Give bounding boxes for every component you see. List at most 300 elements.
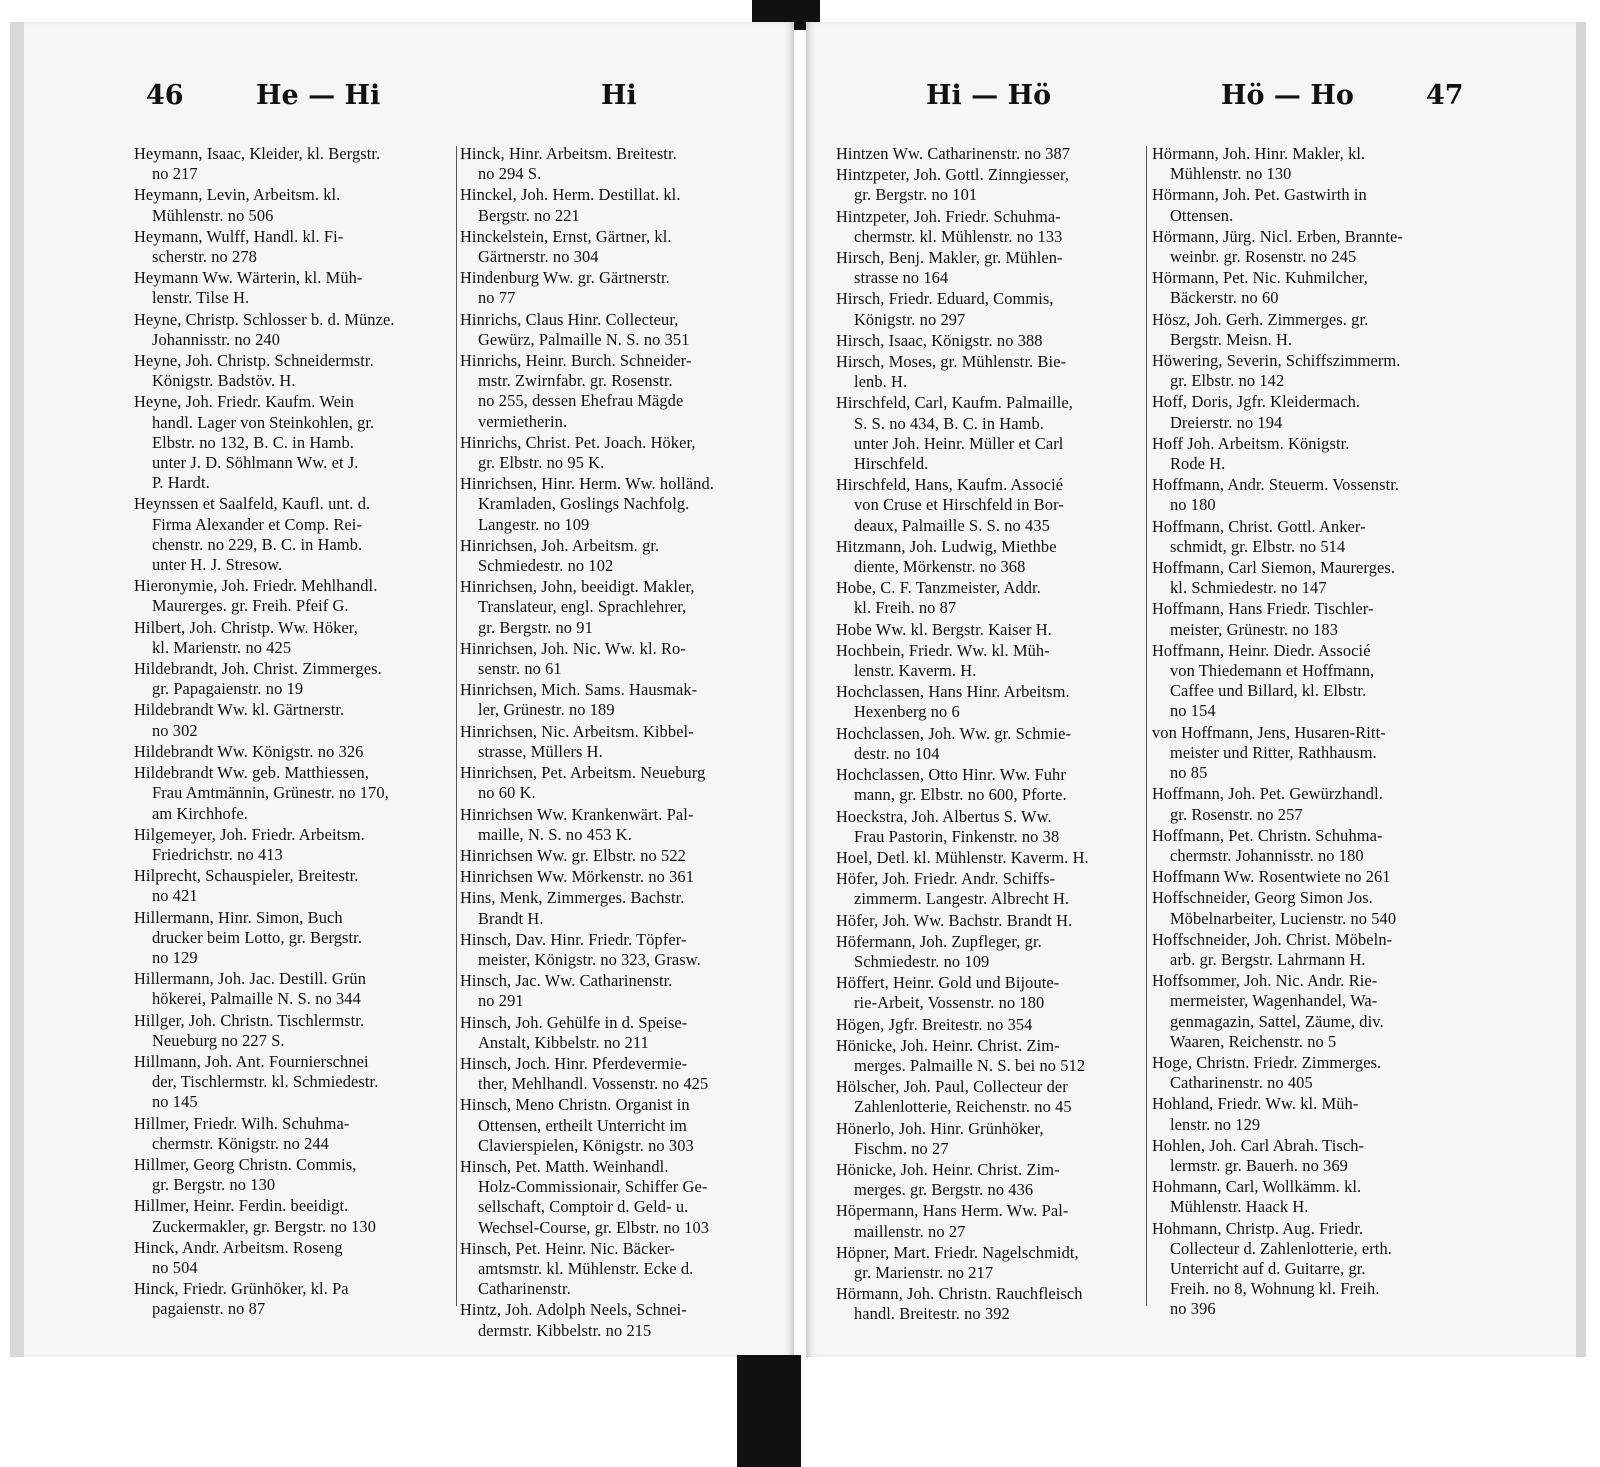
entry-name-line: Hinrichsen, John, beeidigt. Makler,: [460, 577, 695, 597]
directory-entry: [836, 1015, 1154, 1035]
entry-name-line: Höfermann, Joh. Zupfleger, gr.: [836, 931, 1042, 951]
entry-continuation-line: Frau Amtmännin, Grünestr. no 170,: [152, 783, 389, 803]
entry-continuation-line: Holz-Commissionair, Schiffer Ge-: [478, 1177, 708, 1197]
entry-name-line: Hinckelstein, Ernst, Gärtner, kl.: [460, 226, 672, 246]
entry-continuation-line: Freih. no 8, Wohnung kl. Freih.: [1170, 1279, 1380, 1299]
directory-entry: [460, 930, 778, 970]
entry-name-line: Hinrichsen, Hinr. Herm. Ww. holländ.: [460, 474, 714, 494]
entry-continuation-line: Unterricht auf d. Guitarre, gr.: [1170, 1258, 1366, 1278]
entry-name-line: Hoffmann, Christ. Gottl. Anker-: [1152, 516, 1366, 536]
entry-name-line: Hohmann, Carl, Wollkämm. kl.: [1152, 1177, 1362, 1197]
entry-continuation-line: Waaren, Reichenstr. no 5: [1170, 1031, 1337, 1051]
entry-continuation-line: Elbstr. no 132, B. C. in Hamb.: [152, 432, 354, 452]
entry-continuation-line: handl. Breitestr. no 392: [854, 1304, 1010, 1324]
entry-name-line: Hirsch, Friedr. Eduard, Commis,: [836, 289, 1054, 309]
directory-entry: [1152, 1053, 1470, 1093]
entry-continuation-line: Brandt H.: [478, 908, 544, 928]
entry-name-line: Hoffschneider, Georg Simon Jos.: [1152, 888, 1373, 908]
entry-name-line: Hinrichs, Heinr. Burch. Schneider-: [460, 351, 692, 371]
entry-continuation-line: Bergstr. Meisn. H.: [1170, 329, 1293, 349]
entry-name-line: Hirschfeld, Carl, Kaufm. Palmaille,: [836, 393, 1074, 413]
entry-name-line: Hildebrandt, Joh. Christ. Zimmerges.: [134, 659, 382, 679]
directory-entry: [1152, 867, 1470, 887]
entry-name-line: Hoff Joh. Arbeitsm. Königstr.: [1152, 433, 1350, 453]
entry-continuation-line: Neueburg no 227 S.: [152, 1030, 285, 1050]
entry-name-line: Hirsch, Moses, gr. Mühlenstr. Bie-: [836, 352, 1067, 372]
column-heading: He — Hi: [256, 80, 381, 111]
entry-name-line: Hinck, Hinr. Arbeitsm. Breitestr.: [460, 144, 677, 163]
directory-entry: [460, 268, 778, 308]
left-page-column-2: [460, 144, 778, 1342]
left-page: [10, 22, 794, 1357]
entry-name-line: Hillmann, Joh. Ant. Fournierschnei: [134, 1051, 369, 1071]
directory-entry: [460, 536, 778, 576]
directory-entry: [460, 185, 778, 225]
entry-name-line: Hoffmann, Pet. Christn. Schuhma-: [1152, 825, 1383, 845]
entry-continuation-line: dermstr. Kibbelstr. no 215: [478, 1320, 652, 1340]
directory-entry: [836, 724, 1154, 764]
entry-continuation-line: lenb. H.: [854, 372, 908, 392]
entry-continuation-line: meister und Ritter, Rathhausm.: [1170, 742, 1377, 762]
entry-name-line: Hirsch, Isaac, Königstr. no 388: [836, 330, 1043, 350]
directory-entry: [836, 475, 1154, 536]
entry-name-line: Hochbein, Friedr. Ww. kl. Müh-: [836, 640, 1050, 660]
entry-continuation-line: Bäckerstr. no 60: [1170, 288, 1279, 308]
entry-continuation-line: lenstr. no 129: [1170, 1114, 1261, 1134]
entry-name-line: Höffert, Heinr. Gold und Bijoute-: [836, 973, 1060, 993]
entry-continuation-line: no 255, dessen Ehefrau Mägde: [478, 391, 684, 411]
directory-entry: [460, 971, 778, 1011]
entry-continuation-line: senstr. no 61: [478, 659, 562, 679]
entry-continuation-line: gr. Bergstr. no 101: [854, 185, 978, 205]
directory-entry: [836, 248, 1154, 288]
directory-entry: [836, 537, 1154, 577]
entry-continuation-line: arb. gr. Bergstr. Lahrmann H.: [1170, 949, 1366, 969]
entry-name-line: Hoffmann, Carl Siemon, Maurerges.: [1152, 558, 1396, 578]
entry-name-line: Hillmer, Friedr. Wilh. Schuhma-: [134, 1113, 350, 1133]
directory-entry: [134, 227, 452, 267]
directory-entry: [836, 848, 1154, 868]
entry-continuation-line: meister, Grünestr. no 183: [1170, 619, 1338, 639]
directory-entry: [836, 911, 1154, 931]
entry-name-line: Hilgemeyer, Joh. Friedr. Arbeitsm.: [134, 824, 365, 844]
entry-name-line: Hinsch, Pet. Heinr. Nic. Bäcker-: [460, 1238, 675, 1258]
directory-entry: [1152, 268, 1470, 308]
directory-entry: [1152, 558, 1470, 598]
entry-name-line: Hirsch, Benj. Makler, gr. Mühlen-: [836, 248, 1063, 268]
directory-entry: [1152, 1219, 1470, 1320]
entry-continuation-line: no 154: [1170, 701, 1216, 721]
directory-entry: [1152, 185, 1470, 225]
entry-name-line: Hinsch, Joh. Gehülfe in d. Speise-: [460, 1012, 688, 1032]
entry-name-line: Hölscher, Joh. Paul, Collecteur der: [836, 1077, 1068, 1097]
right-page-column-1: [836, 144, 1154, 1326]
entry-name-line: Hoeckstra, Joh. Albertus S. Ww.: [836, 806, 1052, 826]
directory-entry: [460, 1013, 778, 1053]
directory-entry: [836, 289, 1154, 329]
directory-entry: [460, 888, 778, 928]
entry-name-line: Hilbert, Joh. Christp. Ww. Höker,: [134, 617, 358, 637]
entry-continuation-line: strasse, Müllers H.: [478, 741, 603, 761]
entry-continuation-line: Möbelnarbeiter, Lucienstr. no 540: [1170, 908, 1397, 928]
entry-continuation-line: no 302: [152, 720, 198, 740]
entry-name-line: Hinrichsen Ww. Krankenwärt. Pal-: [460, 804, 694, 824]
entry-continuation-line: P. Hardt.: [152, 473, 210, 493]
entry-continuation-line: destr. no 104: [854, 743, 940, 763]
entry-name-line: Hönicke, Joh. Heinr. Christ. Zim-: [836, 1159, 1060, 1179]
entry-continuation-line: gr. Elbstr. no 142: [1170, 371, 1285, 391]
directory-entry: [134, 1238, 452, 1278]
directory-entry: [460, 867, 778, 887]
entry-name-line: Hillermann, Hinr. Simon, Buch: [134, 907, 343, 927]
entry-name-line: Hinck, Friedr. Grünhöker, kl. Pa: [134, 1279, 349, 1299]
entry-continuation-line: Mühlenstr. Haack H.: [1170, 1197, 1309, 1217]
entry-name-line: Hörmann, Joh. Hinr. Makler, kl.: [1152, 144, 1366, 163]
entry-name-line: Hönerlo, Joh. Hinr. Grünhöker,: [836, 1118, 1044, 1138]
directory-entry: [134, 908, 452, 969]
entry-continuation-line: Johannisstr. no 240: [152, 329, 281, 349]
entry-continuation-line: schmidt, gr. Elbstr. no 514: [1170, 536, 1346, 556]
entry-name-line: Hinrichs, Christ. Pet. Joach. Höker,: [460, 432, 696, 452]
entry-continuation-line: no 294 S.: [478, 164, 542, 184]
directory-entry: [460, 1095, 778, 1156]
entry-continuation-line: gr. Bergstr. no 130: [152, 1175, 276, 1195]
entry-continuation-line: pagaienstr. no 87: [152, 1299, 266, 1319]
entry-name-line: Hintzpeter, Joh. Friedr. Schuhma-: [836, 206, 1061, 226]
directory-entry: [836, 869, 1154, 909]
entry-continuation-line: no 60 K.: [478, 783, 536, 803]
column-heading: Hi — Hö: [926, 80, 1052, 111]
directory-entry: [836, 807, 1154, 847]
entry-continuation-line: Clavierspielen, Königstr. no 303: [478, 1135, 694, 1155]
entry-continuation-line: gr. Bergstr. no 91: [478, 617, 593, 637]
directory-entry: [134, 1011, 452, 1051]
entry-name-line: Hoffmann Ww. Rosentwiete no 261: [1152, 867, 1391, 887]
directory-entry: [836, 1201, 1154, 1241]
entry-continuation-line: Schmiedestr. no 102: [478, 556, 614, 576]
directory-entry: [836, 932, 1154, 972]
entry-name-line: Hoge, Christn. Friedr. Zimmerges.: [1152, 1052, 1382, 1072]
directory-entry: [134, 392, 452, 493]
entry-name-line: von Hoffmann, Jens, Husaren-Ritt-: [1152, 722, 1386, 742]
entry-continuation-line: chermstr. kl. Mühlenstr. no 133: [854, 226, 1063, 246]
directory-entry: [460, 680, 778, 720]
entry-continuation-line: mstr. Zwirnfabr. gr. Rosenstr.: [478, 371, 673, 391]
entry-continuation-line: diente, Mörkenstr. no 368: [854, 557, 1026, 577]
directory-entry: [460, 144, 778, 184]
directory-entry: [836, 165, 1154, 205]
entry-name-line: Hohmann, Christp. Aug. Friedr.: [1152, 1218, 1364, 1238]
entry-name-line: Höpermann, Hans Herm. Ww. Pal-: [836, 1201, 1069, 1221]
right-page-header: [926, 80, 1566, 130]
column-heading: Hö — Ho: [1221, 80, 1354, 111]
entry-continuation-line: Frau Pastorin, Finkenstr. no 38: [854, 826, 1060, 846]
directory-entry: [134, 618, 452, 658]
entry-continuation-line: Rode H.: [1170, 454, 1226, 474]
entry-name-line: Hildebrandt Ww. geb. Matthiessen,: [134, 763, 369, 783]
directory-entry: [836, 1243, 1154, 1283]
entry-continuation-line: unter H. J. Stresow.: [152, 555, 283, 575]
entry-name-line: Höfer, Joh. Friedr. Andr. Schiffs-: [836, 869, 1056, 889]
directory-entry: [134, 969, 452, 1009]
entry-name-line: Hindenburg Ww. gr. Gärtnerstr.: [460, 268, 670, 288]
entry-name-line: Hoffschneider, Joh. Christ. Möbeln-: [1152, 929, 1393, 949]
entry-continuation-line: maillenstr. no 27: [854, 1221, 966, 1241]
column-divider: [1146, 146, 1147, 1306]
directory-entry: [460, 1239, 778, 1300]
entry-name-line: Hohlen, Joh. Carl Abrah. Tisch-: [1152, 1135, 1365, 1155]
directory-entry: [1152, 310, 1470, 350]
directory-entry: [836, 1119, 1154, 1159]
directory-entry: [460, 1054, 778, 1094]
directory-entry: [134, 742, 452, 762]
page-number: 46: [146, 80, 184, 111]
entry-continuation-line: ther, Mehlhandl. Vossenstr. no 425: [478, 1074, 709, 1094]
entry-continuation-line: Catharinenstr. no 405: [1170, 1073, 1313, 1093]
entry-name-line: Hinrichsen, Mich. Sams. Hausmak-: [460, 680, 698, 700]
entry-continuation-line: am Kirchhofe.: [152, 803, 248, 823]
entry-name-line: Hinsch, Joch. Hinr. Pferdevermie-: [460, 1053, 688, 1073]
right-page: [806, 22, 1586, 1357]
entry-name-line: Hörmann, Pet. Nic. Kuhmilcher,: [1152, 268, 1368, 288]
directory-entry: [836, 765, 1154, 805]
directory-entry: [460, 433, 778, 473]
entry-name-line: Hinrichsen, Joh. Nic. Ww. kl. Ro-: [460, 638, 686, 658]
directory-entry: [134, 1279, 452, 1319]
entry-continuation-line: Hirschfeld.: [854, 454, 929, 474]
directory-entry: [1152, 392, 1470, 432]
entry-name-line: Hönicke, Joh. Heinr. Christ. Zim-: [836, 1035, 1060, 1055]
directory-entry: [134, 576, 452, 616]
directory-entry: [134, 268, 452, 308]
entry-name-line: Höwering, Severin, Schiffszimmerm.: [1152, 351, 1401, 371]
column-heading: Hi: [601, 80, 637, 111]
directory-entry: [836, 144, 1154, 164]
entry-name-line: Hinrichsen Ww. gr. Elbstr. no 522: [460, 845, 686, 865]
entry-name-line: Höfer, Joh. Ww. Bachstr. Brandt H.: [836, 910, 1073, 930]
entry-name-line: Heyne, Christp. Schlosser b. d. Münze.: [134, 309, 395, 329]
directory-entry: [134, 494, 452, 575]
entry-continuation-line: gr. Papagaienstr. no 19: [152, 679, 304, 699]
directory-entry: [134, 700, 452, 740]
entry-continuation-line: Gewürz, Palmaille N. S. no 351: [478, 329, 690, 349]
entry-continuation-line: kl. Freih. no 87: [854, 598, 957, 618]
directory-entry: [134, 825, 452, 865]
directory-entry: [1152, 517, 1470, 557]
entry-continuation-line: weinbr. gr. Rosenstr. no 245: [1170, 247, 1357, 267]
entry-continuation-line: deaux, Palmaille S. S. no 435: [854, 515, 1050, 535]
entry-name-line: Hintz, Joh. Adolph Neels, Schnei-: [460, 1300, 687, 1320]
directory-entry: [134, 1196, 452, 1236]
entry-continuation-line: unter Joh. Heinr. Müller et Carl: [854, 433, 1064, 453]
entry-continuation-line: vermietherin.: [478, 411, 568, 431]
directory-entry: [1152, 784, 1470, 824]
entry-continuation-line: Bergstr. no 221: [478, 205, 580, 225]
directory-entry: [460, 351, 778, 432]
entry-continuation-line: unter J. D. Söhlmann Ww. et J.: [152, 453, 359, 473]
entry-name-line: Hoffsommer, Joh. Nic. Andr. Rie-: [1152, 971, 1378, 991]
entry-continuation-line: gr. Rosenstr. no 257: [1170, 804, 1303, 824]
directory-entry: [1152, 227, 1470, 267]
entry-continuation-line: von Thiedemann et Hoffmann,: [1170, 661, 1375, 681]
entry-continuation-line: Zahlenlotterie, Reichenstr. no 45: [854, 1097, 1072, 1117]
entry-name-line: Heynssen et Saalfeld, Kaufl. unt. d.: [134, 494, 371, 514]
entry-continuation-line: genmagazin, Sattel, Zäume, div.: [1170, 1011, 1384, 1031]
entry-name-line: Hintzen Ww. Catharinenstr. no 387: [836, 144, 1071, 163]
entry-continuation-line: rie-Arbeit, Vossenstr. no 180: [854, 993, 1045, 1013]
entry-name-line: Hoffmann, Heinr. Diedr. Associé: [1152, 640, 1371, 660]
entry-continuation-line: kl. Marienstr. no 425: [152, 637, 292, 657]
entry-continuation-line: Fischm. no 27: [854, 1138, 949, 1158]
directory-entry: [460, 805, 778, 845]
entry-name-line: Högen, Jgfr. Breitestr. no 354: [836, 1014, 1033, 1034]
entry-name-line: Hitzmann, Joh. Ludwig, Miethbe: [836, 536, 1057, 556]
entry-name-line: Hillger, Joh. Christn. Tischlermstr.: [134, 1010, 365, 1030]
entry-continuation-line: amtsmstr. kl. Mühlenstr. Ecke d.: [478, 1258, 694, 1278]
entry-continuation-line: Königstr. Badstöv. H.: [152, 371, 296, 391]
entry-continuation-line: strasse no 164: [854, 268, 949, 288]
entry-continuation-line: no 145: [152, 1092, 198, 1112]
entry-continuation-line: Maurerges. gr. Freih. Pfeif G.: [152, 596, 349, 616]
entry-name-line: Hörmann, Jürg. Nicl. Erben, Brannte-: [1152, 226, 1403, 246]
entry-continuation-line: lenstr. Kaverm. H.: [854, 661, 977, 681]
directory-entry: [1152, 723, 1470, 784]
entry-name-line: Hoffmann, Andr. Steuerm. Vossenstr.: [1152, 475, 1400, 495]
page-number: 47: [1426, 80, 1464, 111]
entry-continuation-line: Hexenberg no 6: [854, 702, 960, 722]
directory-entry: [134, 1155, 452, 1195]
directory-entry: [1152, 930, 1470, 970]
entry-name-line: Hinsch, Dav. Hinr. Friedr. Töpfer-: [460, 929, 687, 949]
entry-name-line: Heymann Ww. Wärterin, kl. Müh-: [134, 268, 363, 288]
directory-entry: [134, 763, 452, 824]
entry-name-line: Hochclassen, Otto Hinr. Ww. Fuhr: [836, 765, 1066, 785]
entry-name-line: Heymann, Isaac, Kleider, kl. Bergstr.: [134, 144, 381, 163]
entry-continuation-line: Anstalt, Kibbelstr. no 211: [478, 1032, 649, 1052]
entry-continuation-line: handl. Lager von Steinkohlen, gr.: [152, 412, 375, 432]
entry-continuation-line: chenstr. no 229, B. C. in Hamb.: [152, 534, 363, 554]
directory-entry: [134, 310, 452, 350]
entry-continuation-line: Catharinenstr.: [478, 1279, 571, 1299]
directory-entry: [1152, 475, 1470, 515]
directory-entry: [836, 393, 1154, 474]
left-page-header: [146, 80, 786, 130]
entry-continuation-line: merges. Palmaille N. S. bei no 512: [854, 1055, 1086, 1075]
entry-continuation-line: no 217: [152, 164, 198, 184]
directory-entry: [460, 227, 778, 267]
directory-entry: [460, 474, 778, 535]
entry-name-line: Hinrichs, Claus Hinr. Collecteur,: [460, 309, 679, 329]
entry-continuation-line: Wechsel-Course, gr. Elbstr. no 103: [478, 1217, 710, 1237]
directory-entry: [836, 1284, 1154, 1324]
directory-entry: [460, 763, 778, 803]
entry-name-line: Hoffmann, Joh. Pet. Gewürzhandl.: [1152, 784, 1383, 804]
entry-continuation-line: Kramladen, Goslings Nachfolg.: [478, 494, 690, 514]
directory-entry: [1152, 144, 1470, 184]
entry-continuation-line: von Cruse et Hirschfeld in Bor-: [854, 495, 1064, 515]
entry-continuation-line: gr. Marienstr. no 217: [854, 1262, 994, 1282]
directory-entry: [836, 1077, 1154, 1117]
entry-name-line: Hoel, Detl. kl. Mühlenstr. Kaverm. H.: [836, 847, 1089, 867]
entry-name-line: Hinsch, Meno Christn. Organist in: [460, 1095, 690, 1115]
entry-continuation-line: Ottensen.: [1170, 205, 1234, 225]
entry-name-line: Hildebrandt Ww. kl. Gärtnerstr.: [134, 700, 345, 720]
entry-continuation-line: Friedrichstr. no 413: [152, 844, 283, 864]
entry-name-line: Hinsch, Pet. Matth. Weinhandl.: [460, 1156, 669, 1176]
directory-entry: [1152, 1136, 1470, 1176]
directory-entry: [1152, 826, 1470, 866]
directory-entry: [460, 1300, 778, 1340]
entry-name-line: Hinckel, Joh. Herm. Destillat. kl.: [460, 185, 681, 205]
entry-continuation-line: maille, N. S. no 453 K.: [478, 824, 632, 844]
entry-continuation-line: no 504: [152, 1257, 198, 1277]
entry-continuation-line: no 396: [1170, 1299, 1216, 1319]
entry-name-line: Hinrichsen Ww. Mörkenstr. no 361: [460, 867, 695, 887]
entry-continuation-line: Dreierstr. no 194: [1170, 412, 1283, 432]
directory-entry: [460, 722, 778, 762]
entry-name-line: Hochclassen, Joh. Ww. gr. Schmie-: [836, 723, 1072, 743]
directory-entry: [1152, 434, 1470, 474]
entry-continuation-line: der, Tischlermstr. kl. Schmiedestr.: [152, 1072, 379, 1092]
directory-entry: [460, 310, 778, 350]
entry-name-line: Hilprecht, Schauspieler, Breitestr.: [134, 866, 359, 886]
directory-entry: [1152, 888, 1470, 928]
entry-continuation-line: zimmerm. Langestr. Albrecht H.: [854, 889, 1070, 909]
entry-continuation-line: gr. Elbstr. no 95 K.: [478, 453, 605, 473]
entry-continuation-line: Langestr. no 109: [478, 514, 590, 534]
entry-name-line: Hillmer, Heinr. Ferdin. beeidigt.: [134, 1196, 349, 1216]
directory-entry: [836, 331, 1154, 351]
entry-continuation-line: Mühlenstr. no 130: [1170, 164, 1292, 184]
entry-name-line: Hösz, Joh. Gerh. Zimmerges. gr.: [1152, 309, 1369, 329]
entry-name-line: Hobe Ww. kl. Bergstr. Kaiser H.: [836, 619, 1052, 639]
directory-entry: [1152, 1094, 1470, 1134]
entry-name-line: Heyne, Joh. Christp. Schneidermstr.: [134, 351, 374, 371]
entry-name-line: Hinrichsen, Nic. Arbeitsm. Kibbel-: [460, 721, 694, 741]
entry-continuation-line: Mühlenstr. no 506: [152, 205, 274, 225]
left-page-column-1: [134, 144, 452, 1321]
entry-continuation-line: Königstr. no 297: [854, 309, 966, 329]
entry-continuation-line: S. S. no 434, B. C. in Hamb.: [854, 413, 1044, 433]
entry-continuation-line: mann, gr. Elbstr. no 600, Pforte.: [854, 785, 1067, 805]
entry-name-line: Höpner, Mart. Friedr. Nagelschmidt,: [836, 1242, 1079, 1262]
directory-entry: [134, 351, 452, 391]
entry-continuation-line: no 85: [1170, 763, 1208, 783]
entry-name-line: Heymann, Levin, Arbeitsm. kl.: [134, 185, 341, 205]
entry-name-line: Hohland, Friedr. Ww. kl. Müh-: [1152, 1094, 1359, 1114]
directory-entry: [134, 144, 452, 184]
directory-entry: [836, 682, 1154, 722]
entry-continuation-line: no 77: [478, 288, 516, 308]
entry-continuation-line: chermstr. Johannisstr. no 180: [1170, 845, 1364, 865]
directory-entry: [134, 659, 452, 699]
entry-continuation-line: ler, Grünestr. no 189: [478, 700, 615, 720]
directory-entry: [1152, 599, 1470, 639]
entry-name-line: Hieronymie, Joh. Friedr. Mehlhandl.: [134, 576, 378, 596]
entry-continuation-line: lenstr. Tilse H.: [152, 288, 250, 308]
entry-continuation-line: hökerei, Palmaille N. S. no 344: [152, 989, 361, 1009]
entry-continuation-line: sellschaft, Comptoir d. Geld- u.: [478, 1197, 689, 1217]
entry-name-line: Hillermann, Joh. Jac. Destill. Grün: [134, 969, 367, 989]
entry-continuation-line: Collecteur d. Zahlenlotterie, erth.: [1170, 1238, 1392, 1258]
directory-entry: [460, 577, 778, 638]
directory-entry: [1152, 351, 1470, 391]
entry-continuation-line: meister, Königstr. no 323, Grasw.: [478, 949, 701, 969]
entry-continuation-line: Zuckermakler, gr. Bergstr. no 130: [152, 1216, 377, 1236]
entry-continuation-line: Translateur, engl. Sprachlehrer,: [478, 597, 687, 617]
directory-entry: [836, 578, 1154, 618]
directory-entry: [134, 1052, 452, 1113]
